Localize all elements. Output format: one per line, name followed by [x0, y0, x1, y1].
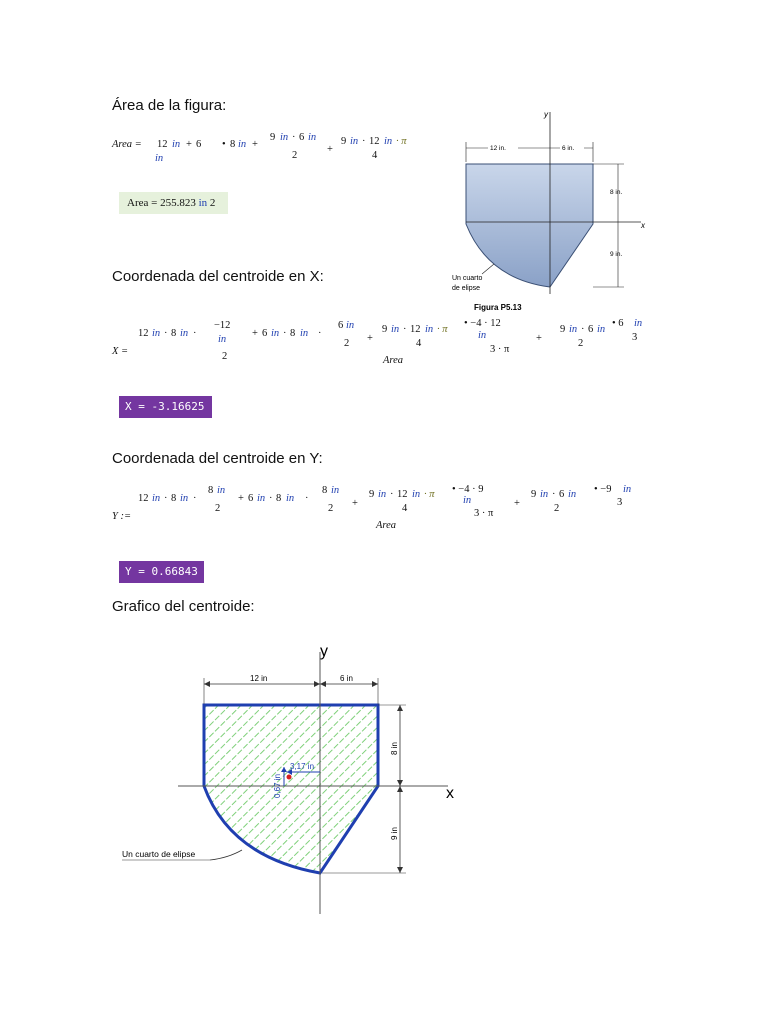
area-dot: • [222, 139, 226, 150]
graph-dim-8: 8 in [390, 742, 399, 755]
y-t3-neg4: • −4 · 9 [452, 484, 484, 495]
textbook-dim-6: 6 in. [562, 145, 575, 152]
x-t3-4: 4 [416, 338, 422, 349]
y-t4-in: in [540, 489, 549, 500]
area-f1-den: 2 [292, 150, 298, 161]
x-t4-3: 3 [632, 332, 638, 343]
y-t4-in3: in [623, 484, 632, 495]
area-plus2: + [252, 139, 258, 150]
x-plus1: + [252, 328, 258, 339]
area-t1-six: 6 [196, 139, 202, 150]
x-t1-neg12: −12 [214, 320, 231, 331]
area-result-exp: 2 [209, 197, 216, 209]
x-t1-in: in [152, 328, 161, 339]
area-f2-in2: in [384, 136, 393, 147]
x-t2-cdot2: · [318, 328, 322, 339]
y-t3-in2: in [412, 489, 421, 500]
y-t3-cdot: · [390, 489, 394, 500]
graph-y-label: y [320, 643, 328, 660]
area-t1-12: 12 [157, 139, 168, 150]
y-t3-pi: · π [424, 489, 435, 500]
x-t3-pi: · π [437, 324, 448, 335]
x-t2-cdot: · [283, 328, 287, 339]
centroid-point [287, 775, 292, 780]
textbook-note-1: Un cuarto [452, 275, 483, 282]
graph-dim-9: 9 in [390, 827, 399, 840]
x-t3-in: in [391, 324, 400, 335]
x-t4-2: 2 [578, 338, 584, 349]
x-t4-6: 6 [588, 324, 594, 335]
y-t3-3pi: 3 · π [474, 508, 494, 519]
y-t1-2: 2 [215, 503, 221, 514]
area-f2-12: 12 [369, 136, 380, 147]
area-t1-plus: + [186, 139, 192, 150]
area-eight-unit: in [238, 139, 247, 150]
textbook-y-label: y [544, 110, 548, 119]
graph-cx: 3,17 in [290, 762, 315, 771]
area-f1-6: 6 [299, 132, 305, 143]
area-result-unit: in [198, 197, 208, 209]
x-t1-cdot2: · [193, 328, 197, 339]
area-f1-in: in [280, 132, 289, 143]
y-t1-in3: in [217, 485, 226, 496]
area-f2-den: 4 [372, 150, 378, 161]
y-plus3: + [514, 498, 520, 509]
textbook-note-2: de elipse [452, 285, 481, 292]
x-t1-in2: in [180, 328, 189, 339]
area-lhs: Area = [112, 139, 142, 150]
textbook-x-label: x [641, 221, 645, 230]
graph-cy: 0,67 in [273, 773, 282, 798]
area-f1-cdot: · [292, 132, 296, 143]
y-t2-8b: 8 [322, 485, 328, 496]
area-result [119, 192, 228, 214]
textbook-dim-8: 8 in. [610, 189, 623, 196]
y-t1-cdot: · [164, 493, 168, 504]
x-t1-in3: in [218, 334, 227, 345]
area-f2-pi: · π [396, 136, 407, 147]
x-t3-in2: in [425, 324, 434, 335]
x-t3-neg4: • −4 · 12 [464, 318, 501, 329]
graph-dim-6: 6 in [340, 674, 353, 683]
textbook-shape [466, 164, 593, 287]
y-result: Y = 0.66843 in [119, 561, 204, 583]
x-t3-9: 9 [382, 324, 388, 335]
x-t1-cdot: · [164, 328, 168, 339]
area-f2-9: 9 [341, 136, 347, 147]
y-t2-cdot: · [269, 493, 273, 504]
x-t4-bullet6: • 6 [612, 318, 624, 329]
x-t2-6b: 6 [338, 320, 344, 331]
heading-graph: Grafico del centroide: [112, 598, 255, 615]
area-f1-9: 9 [270, 132, 276, 143]
y-t3-4: 4 [402, 503, 408, 514]
y-t4-in2: in [568, 489, 577, 500]
x-area: Area [383, 355, 404, 366]
textbook-figure [438, 104, 658, 316]
y-t1-in: in [152, 493, 161, 504]
centroid-graph [110, 632, 480, 922]
x-t4-in3: in [634, 318, 643, 329]
x-plus2: + [367, 333, 373, 344]
y-t4-neg9: • −9 [594, 484, 612, 495]
y-t4-cdot: · [552, 489, 556, 500]
area-f2-cdot: · [362, 136, 366, 147]
area-eight: 8 [230, 139, 236, 150]
y-t2-2: 2 [328, 503, 334, 514]
y-t1-12: 12 [138, 493, 149, 504]
area-f2-in: in [350, 136, 359, 147]
y-t2-6: 6 [248, 493, 254, 504]
area-plus3: + [327, 144, 333, 155]
area-result-label: Area = 255.823 [127, 197, 196, 209]
y-t1-8b: 8 [208, 485, 214, 496]
y-t3-in: in [378, 489, 387, 500]
x-lhs: X = [112, 346, 129, 357]
y-t2-in: in [257, 493, 266, 504]
y-t1-8: 8 [171, 493, 177, 504]
x-t2-6: 6 [262, 328, 268, 339]
y-t4-9: 9 [531, 489, 537, 500]
y-t2-cdot2: · [305, 493, 309, 504]
textbook-caption: Figura P5.13 [474, 303, 522, 312]
y-t4-6: 6 [559, 489, 565, 500]
heading-cy: Coordenada del centroide en Y: [112, 450, 323, 467]
textbook-dim-9: 9 in. [610, 251, 623, 258]
graph-dim-12: 12 in [250, 674, 268, 683]
graph-x-label: x [446, 785, 454, 802]
y-t1-in2: in [180, 493, 189, 504]
x-t1-2: 2 [222, 351, 228, 362]
y-t4-3: 3 [617, 497, 623, 508]
y-t3-in3: in [463, 495, 472, 506]
x-t2-2: 2 [344, 338, 350, 349]
x-t2-in3: in [346, 320, 355, 331]
y-t3-9: 9 [369, 489, 375, 500]
x-t3-cdot: · [403, 324, 407, 335]
area-f1-in2: in [308, 132, 317, 143]
y-t2-in3: in [331, 485, 340, 496]
x-t4-9: 9 [560, 324, 566, 335]
x-t2-in2: in [300, 328, 309, 339]
x-result: X = -3.16625 in [119, 396, 212, 418]
x-t3-in3: in [478, 330, 487, 341]
y-plus1: + [238, 493, 244, 504]
graph-note: Un cuarto de elipse [122, 849, 196, 859]
y-t2-8: 8 [276, 493, 282, 504]
x-t4-cdot: · [581, 324, 585, 335]
y-t1-cdot2: · [193, 493, 197, 504]
heading-cx: Coordenada del centroide en X: [112, 268, 324, 285]
x-t1-8: 8 [171, 328, 177, 339]
y-t4-2: 2 [554, 503, 560, 514]
x-t3-3pi: 3 · π [490, 344, 510, 355]
heading-area: Área de la figura: [112, 97, 227, 114]
y-plus2: + [352, 498, 358, 509]
x-t4-in: in [569, 324, 578, 335]
y-area: Area [376, 520, 397, 531]
x-t1-12: 12 [138, 328, 149, 339]
x-t3-12: 12 [410, 324, 421, 335]
x-t2-8: 8 [290, 328, 296, 339]
textbook-dim-12: 12 in. [490, 145, 506, 152]
x-t2-in: in [271, 328, 280, 339]
area-t1-unit: in [172, 139, 181, 150]
y-t3-12: 12 [397, 489, 408, 500]
centroid-shape [204, 705, 378, 873]
area-t1-unit2: in [155, 153, 164, 164]
y-lhs: Y := [112, 511, 132, 522]
y-t2-in2: in [286, 493, 295, 504]
x-plus3: + [536, 333, 542, 344]
x-t4-in2: in [597, 324, 606, 335]
